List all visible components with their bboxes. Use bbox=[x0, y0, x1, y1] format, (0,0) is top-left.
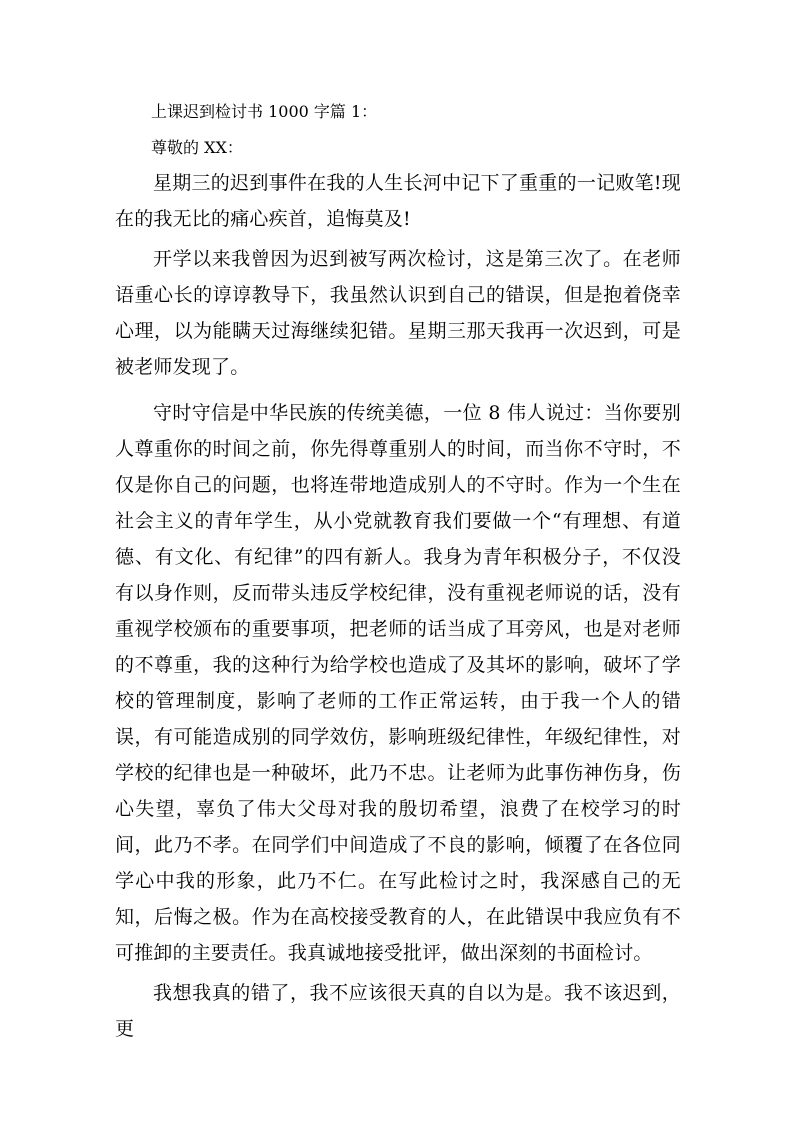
document-title: 上课迟到检讨书 1000 字篇 1： bbox=[151, 102, 378, 121]
salutation: 尊敬的 XX： bbox=[151, 138, 243, 157]
paragraph-2: 开学以来我曾因为迟到被写两次检讨，这是第三次了。在老师语重心长的谆谆教导下，我虽然认识到自己的错误，但是抱着侥幸心理，以为能瞒天过海继续犯错。星期三那天我再一次迟到，可是被老师发现了。 bbox=[115, 248, 681, 378]
paragraph-1: 星期三的迟到事件在我的人生长河中记下了重重的一记败笔!现在的我无比的痛心疾首，追悔莫及! bbox=[115, 172, 681, 230]
paragraph-3: 守时守信是中华民族的传统美德，一位 8 伟人说过：当你要别人尊重你的时间之前，你先得尊重别人的时间，而当你不守时，不仅是你自己的问题，也将连带地造成别人的不守时。作为一个生在社会主义的青年学生，从小党就教育我们要做一个“有理想、有道德、有文化、有纪律”的四有新人。我身为青年积极分子，不仅没有以身作则，反而带头违反学校纪律，没有重视老师说的话，没有重视学校颁布的重要事项，把老师的话当成了耳旁风，也是对老师的不尊重，我的这种行为给学校也造成了及其坏的影响，破坏了学校的管理制度，影响了老师的工作正常运转，由于我一个人的错误，有可能造成别的同学效仿，影响班级纪律性，年级纪律性，对学校的纪律也是一种破坏，此乃不忠。让老师为此事伤神伤身，伤心失望，辜负了伟大父母对我的殷切希望，浪费了在校学习的时间，此乃不孝。在同学们中间造成了不良的影响，倾覆了在各位同学心中我的形象，此乃不仁。在写此检讨之时，我深感自己的无知，后悔之极。作为在高校接受教育的人，在此错误中我应负有不可推卸的主要责任。我真诚地接受批评，做出深刻的书面检讨。 bbox=[115, 402, 681, 964]
document-body bbox=[115, 95, 681, 1047]
paragraph-4: 我想我真的错了，我不应该很天真的自以为是。我不该迟到，更 bbox=[115, 982, 681, 1040]
